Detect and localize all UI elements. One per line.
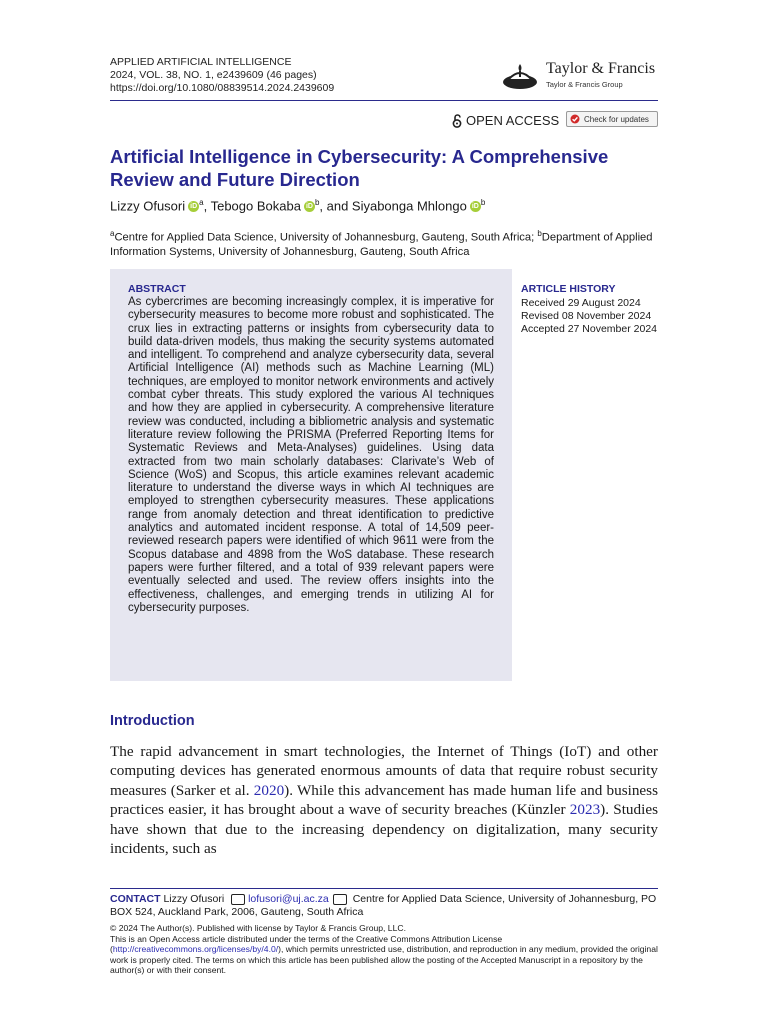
taylor-francis-lamp-icon xyxy=(500,58,540,92)
author-list: Lizzy Ofusori iD $^a$, Tebogo Bokaba iD $^b$, and Siyabonga Mhlongo iD $^b$ xyxy=(110,198,486,214)
check-updates-icon xyxy=(570,114,580,124)
contact-block: CONTACT Lizzy Ofusori lofusori@uj.ac.za Centre for Applied Data Science, University of Johannesburg, PO BOX 524, Auckland Park, 2006, Gauteng, South Africa xyxy=(110,893,657,918)
open-access-label: OPEN ACCESS xyxy=(466,113,560,128)
open-lock-icon xyxy=(452,114,462,128)
copyright-block: © 2024 The Author(s). Published with license by Taylor & Francis Group, LLC. This is an Open Access article distributed under the terms of the Creative Commons Attribution License (http://creativecommons.org/licenses/by/4.0/), which permits unrestricted use, distribution, and reproduction in any medium, provided the original work is properly cited. The terms on which this article has been published allow the posting of the Accepted Manuscript in a repository by the author(s) or with their consent. xyxy=(110,923,658,976)
open-access-badge xyxy=(452,113,559,128)
article-history-label: ARTICLE HISTORY xyxy=(521,283,616,295)
citation-link[interactable]: 2020 xyxy=(253,781,285,799)
publisher-logo xyxy=(500,58,660,94)
journal-name: APPLIED ARTIFICIAL INTELLIGENCE xyxy=(110,56,292,68)
check-for-updates-button[interactable] xyxy=(566,111,658,127)
author-name[interactable]: Lizzy Ofusori xyxy=(110,198,186,214)
citation-link[interactable]: 2023 xyxy=(569,801,601,819)
contact-label: CONTACT xyxy=(110,893,161,905)
abstract-text: As cybercrimes are becoming increasingly complex, it is imperative for cybersecurity measures to become more robust and sophisticated. The crux lies in extracting patterns or insights from cybersecurity data to build data-driven models, thus making the security systems automated and intelligent. To comprehend and analyze cybersecurity data, several Artificial Intelligence (AI) methods such as Machine Learning (ML) techniques, are employed to monitor network environments and actively combat cyber threats. This study explored the various AI techniques and how they are applied in cybersecurity. A comprehensive literature review was conducted, including a bibliometric analysis and systematic literature review following the PRISMA (Preferred Reporting Items for Systematic Reviews and Meta-Analyses) guidelines. Using data extracted from two main scholarly databases: Clarivate’s Web of Science (WoS) and Scopus, this article examines relevant academic literature to understand the diverse ways in which AI techniques are employed to strengthen cybersecurity measures. These applications range from anomaly detection and threat identification to predictive analytics and automated incident response. A total of 14,509 peer-reviewed research papers were identified of which 9611 were from the Scopus database and 4898 from the WoS database. These research papers were further filtered, and a total of 939 relevant papers were eventually selected and used. The review offers insights into the effectiveness, challenges, and emerging trends in utilizing AI for cybersecurity purposes. xyxy=(128,296,494,614)
article-title: Artificial Intelligence in Cybersecurity: A Comprehensive Review and Future Direction xyxy=(110,146,609,190)
revised-date: Revised 08 November 2024 xyxy=(521,310,652,322)
author-name[interactable]: , Tebogo Bokaba xyxy=(203,198,301,214)
publisher-name: Taylor & Francis xyxy=(546,60,656,77)
orcid-icon[interactable]: iD xyxy=(190,203,198,211)
email-icon xyxy=(231,894,245,905)
journal-header xyxy=(110,56,334,95)
received-date: Received 29 August 2024 xyxy=(521,297,641,309)
affiliations: $^a$Centre for Applied Data Science, University of Johannesburg, Gauteng, South Africa; $^b$Department of Applied Information Systems, University of Johannesburg, Gauteng, South Africa xyxy=(110,229,653,258)
email-link[interactable]: lofusori@uj.ac.za xyxy=(248,893,329,905)
abstract-label: ABSTRACT xyxy=(128,283,186,295)
journal-volume: 2024, VOL. 38, NO. 1, e2439609 (46 pages) xyxy=(110,69,317,81)
introduction-heading: Introduction xyxy=(110,713,195,729)
footer-rule xyxy=(110,888,658,889)
header-rule xyxy=(110,100,658,101)
license-link[interactable]: http://creativecommons.org/licenses/by/4.0/ xyxy=(112,944,279,955)
journal-doi[interactable]: https://doi.org/10.1080/08839514.2024.2439609 xyxy=(110,82,335,94)
orcid-icon[interactable]: iD xyxy=(471,203,479,211)
check-updates-label: Check for updates xyxy=(584,114,649,124)
publisher-sub: Taylor & Francis Group xyxy=(546,80,623,89)
accepted-date: Accepted 27 November 2024 xyxy=(521,323,658,335)
author-name[interactable]: , and Siyabonga Mhlongo xyxy=(319,198,467,214)
orcid-icon[interactable]: iD xyxy=(305,203,313,211)
introduction-paragraph: The rapid advancement in smart technologies, the Internet of Things (IoT) and other computing devices has generated enormous amounts of data that require robust security measures (Sarker et al. 2020). While this advancement has made human life and business practices easier, it has brought about a wave of security breaches (Künzler 2023). Studies have shown that due to the increasing dependency on digitalization, many security incidents, such as xyxy=(110,743,658,858)
address-icon xyxy=(333,894,347,905)
